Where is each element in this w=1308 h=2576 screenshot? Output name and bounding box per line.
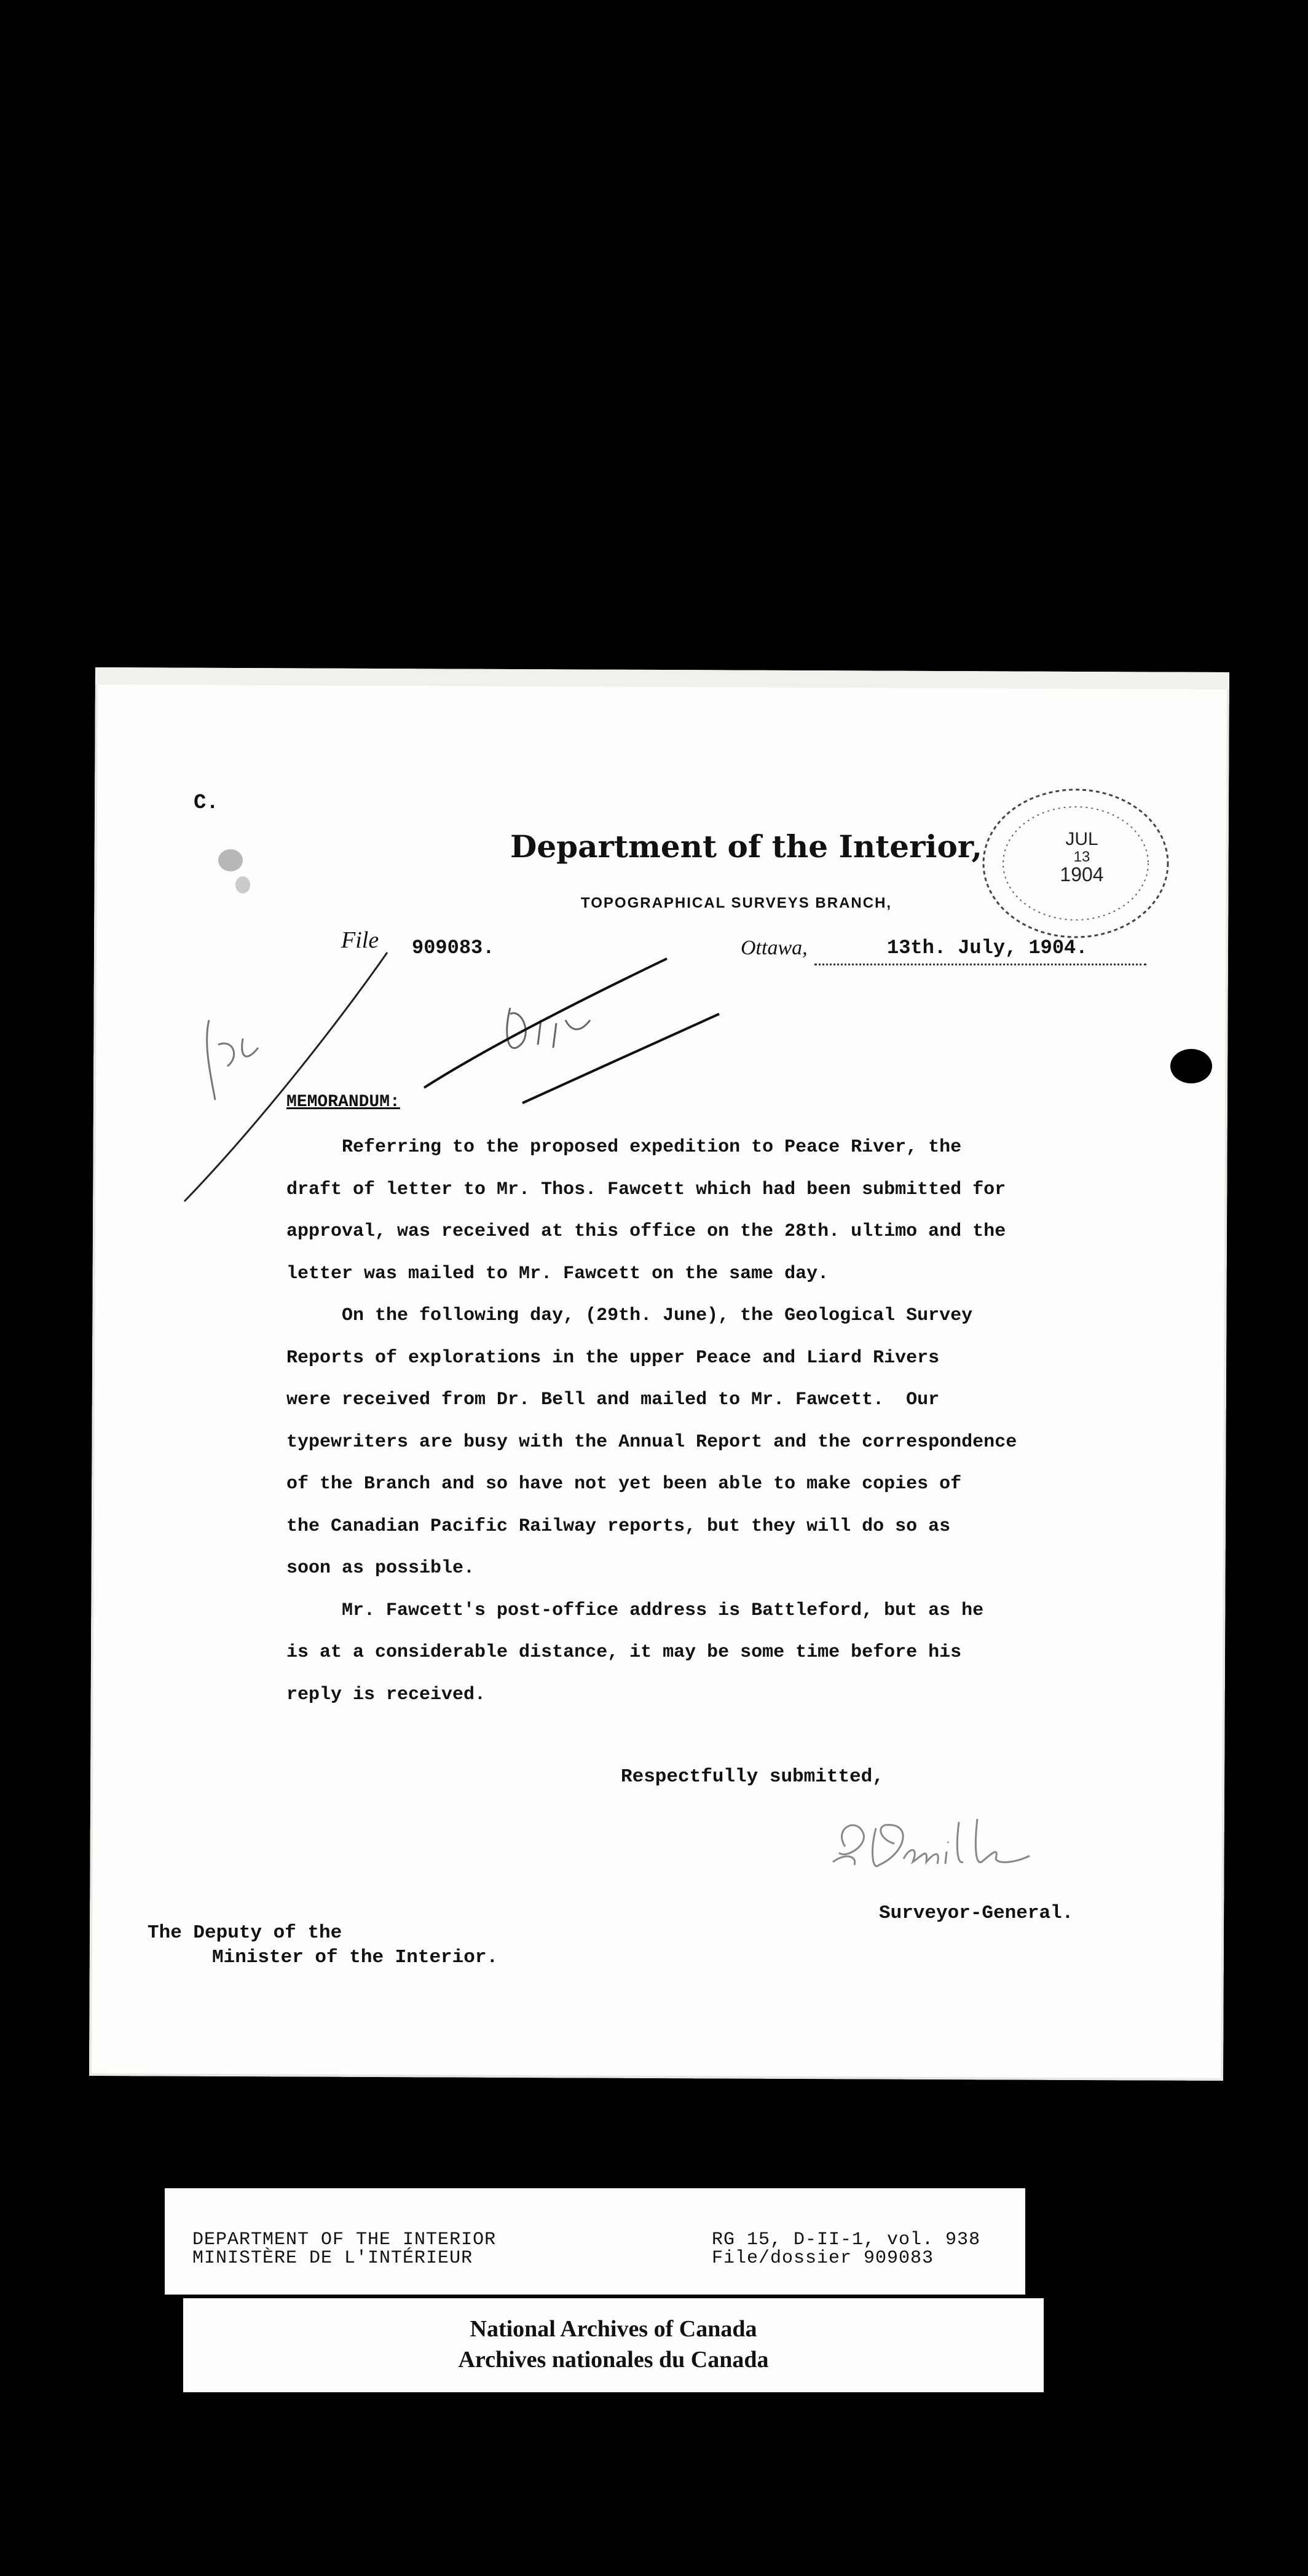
memo-heading: MEMORANDUM: xyxy=(286,1093,400,1112)
memo-line: were received from Dr. Bell and mailed to Mr. Fawcett. Our xyxy=(286,1389,940,1410)
addressee-line-2: Minister of the Interior. xyxy=(212,1947,498,1968)
memo-line: of the Branch and so have not yet been able to make copies of xyxy=(286,1474,962,1494)
memo-line: On the following day, (29th. June), the Geological Survey xyxy=(286,1305,973,1326)
file-label: File xyxy=(341,927,379,953)
sheet-top-edge xyxy=(95,667,1229,689)
memo-line: draft of letter to Mr. Thos. Fawcett which had been submitted for xyxy=(286,1179,1006,1200)
memo-line: approval, was received at this office on the 28th. ultimo and the xyxy=(286,1221,1006,1242)
archive-name-french: Archives nationales du Canada xyxy=(458,2347,769,2373)
memo-line: Mr. Fawcett's post-office address is Battleford, but as he xyxy=(286,1600,984,1621)
closing-line: Respectfully submitted, xyxy=(621,1766,884,1788)
stamp-year: 1904 xyxy=(1060,863,1104,886)
date-dotted-line xyxy=(814,964,1146,965)
addressee-line-1: The Deputy of the xyxy=(148,1922,342,1944)
memo-line: Referring to the proposed expedition to Peace River, the xyxy=(286,1137,962,1158)
stamp-month: JUL xyxy=(1065,829,1098,849)
file-number: 909083. xyxy=(412,937,495,959)
memo-line: the Canadian Pacific Railway reports, but they will do so as xyxy=(286,1515,951,1537)
memo-line: soon as possible. xyxy=(286,1558,475,1579)
letter-date: 13th. July, 1904. xyxy=(887,937,1088,959)
label-department-english: DEPARTMENT OF THE INTERIOR xyxy=(192,2229,497,2250)
memo-line: typewriters are busy with the Annual Report and the correspondence xyxy=(286,1431,1017,1453)
memo-line: reply is received. xyxy=(286,1684,486,1705)
label-department-french: MINISTÈRE DE L'INTÉRIEUR xyxy=(192,2248,473,2269)
archive-reference-label xyxy=(165,2188,1025,2295)
memo-line: letter was mailed to Mr. Fawcett on the same day. xyxy=(286,1263,829,1284)
stamp-date xyxy=(1039,830,1125,885)
branch-name: TOPOGRAPHICAL SURVEYS BRANCH, xyxy=(581,895,892,911)
memo-line: is at a considerable distance, it may be some time before his xyxy=(286,1642,962,1663)
label-file-number: File/dossier 909083 xyxy=(712,2248,934,2269)
signatory-title: Surveyor-General. xyxy=(879,1903,1074,1924)
label-record-group: RG 15, D-II-1, vol. 938 xyxy=(712,2229,981,2250)
memo-line: Reports of explorations in the upper Peace and Liard Rivers xyxy=(286,1347,940,1368)
place-label: Ottawa, xyxy=(741,937,808,959)
corner-mark: C. xyxy=(194,791,219,815)
stamp-day: 13 xyxy=(1073,848,1090,865)
archive-credit-label xyxy=(183,2298,1044,2392)
signature-icon xyxy=(821,1804,1054,1890)
archive-name-english: National Archives of Canada xyxy=(470,2316,757,2342)
department-title: Department of the Interior, xyxy=(510,828,982,865)
memo-body xyxy=(286,1137,1190,1726)
